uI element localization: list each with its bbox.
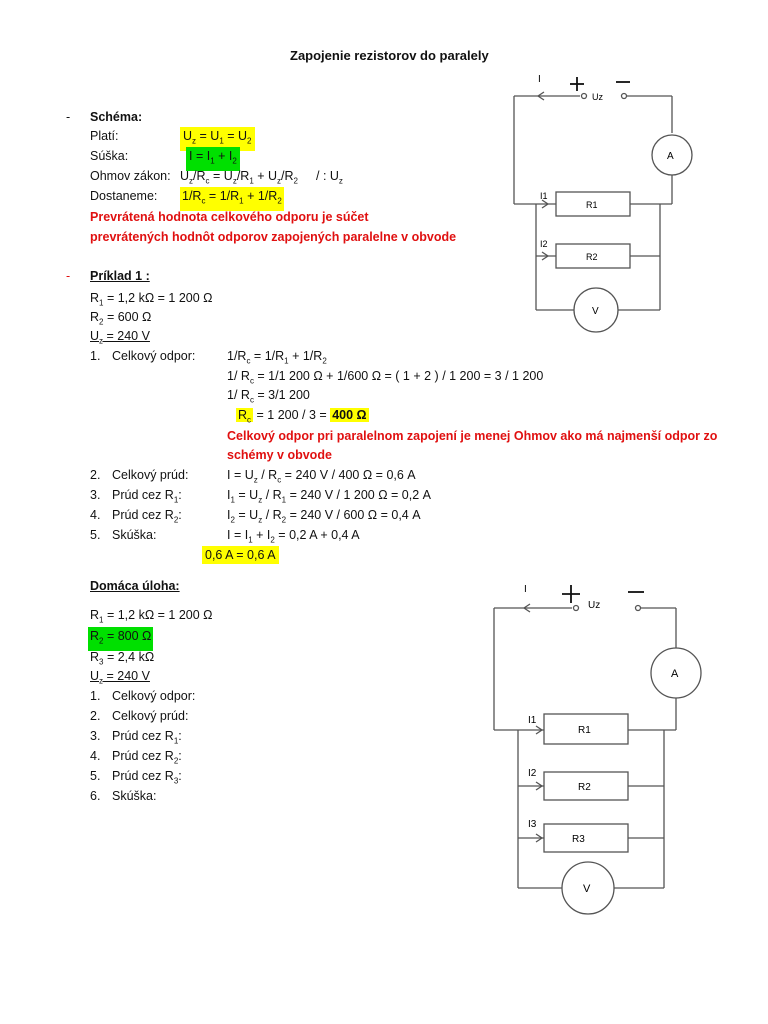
c1-i1: I1 [540,191,548,201]
c1-voltmeter: V [592,306,599,317]
platí-label: Platí: [90,129,119,143]
hw-task3-label: Prúd cez $R_1$: [112,729,182,746]
step2-label: Celkový prúd: [112,468,189,482]
hw-task6-label: Skúška: [112,789,157,803]
c2-i2: I2 [528,768,537,779]
hw-r3: $R_3 = 2,4$ kΩ [90,650,155,667]
step1-note-1: Celkový odpor pri paralelnom zapojení je menej Ohmov ako má najmenší odpor zo [227,429,718,443]
schema-note-1: Prevrátená hodnota celkového odporu je súčet [90,210,369,224]
schema-bullet: - [66,110,71,124]
homework-heading: Domáca úloha: [90,579,180,593]
schema-note-2: prevrátených hodnôt odporov zapojených paralelne v obvode [90,230,457,244]
ohm-suffix: / : $U_z$ [316,169,343,186]
step1-num: 1. [90,349,101,363]
step1-line2: 1/ $R_c = 1/1$ 200 Ω + 1/600 Ω = ( 1 + 2 ) / 1 200 = 3 / 1 200 [227,369,544,386]
step1-line4: $R_c = 1$ 200 / 3 = 400 Ω [238,408,367,425]
hw-task6-num: 6. [90,789,101,803]
hw-task5-num: 5. [90,769,101,783]
c2-i3: I3 [528,819,537,830]
c2-i1: I1 [528,715,537,726]
check-result: 0,6 A = 0,6 A [202,546,279,564]
ohm-label: Ohmov zákon: [90,169,171,183]
step1-result: 400 Ω [332,408,367,422]
circuit-diagram-1 [500,68,710,348]
hw-task1-label: Celkový odpor: [112,689,196,703]
step1-line3: 1/ $R_c = 3/1$ 200 [227,388,310,405]
hw-task3-num: 3. [90,729,101,743]
c1-r1: R1 [586,200,598,210]
suska-label: Súška: [90,149,129,163]
dostaneme-label: Dostaneme: [90,189,158,203]
step3-label: Prúd cez $R_1$: [112,488,182,505]
hw-r1: $R_1 = 1,2$ kΩ = 1 200 Ω [90,608,213,625]
example-uz: $U_z = 240$ V [90,329,150,346]
hw-task4-label: Prúd cez $R_2$: [112,749,182,766]
hw-task2-num: 2. [90,709,101,723]
example-heading: Príklad 1 : [90,269,150,283]
example-r2: $R_2 = 600$ Ω [90,310,152,327]
c1-r2: R2 [586,252,598,262]
step4-label: Prúd cez $R_2$: [112,508,182,525]
c1-source: Uz [592,92,603,102]
page-title: Zapojenie rezistorov do paralely [290,48,489,63]
step1-line1: $1/R_c = 1/R_1 + 1/R_2$ [227,349,327,366]
hw-uz: $U_z = 240$ V [90,669,150,686]
step4-num: 4. [90,508,101,522]
schema-heading: Schéma: [90,110,143,124]
step3-value: $I_1 = U_z / R_1 = 240$ V / 1 200 Ω = 0,2 A [227,488,431,505]
hw-r2: $R_2 = 800$ Ω [88,627,153,651]
hw-task4-num: 4. [90,749,101,763]
c2-source: Uz [588,600,601,611]
suska-value: $I = I_1 + I_2$ [186,147,240,171]
c2-ammeter: A [671,668,679,680]
step5-label: Skúška: [112,528,157,542]
c1-i2: I2 [540,239,548,249]
hw-task5-label: Prúd cez $R_3$: [112,769,182,786]
step2-value: $I = U_z / R_c = 240$ V / 400 Ω = 0,6 A [227,468,416,485]
c2-current: I [524,584,527,595]
step1-note-2: schémy v obvode [227,448,332,462]
step1-label: Celkový odpor: [112,349,196,363]
example-bullet: - [66,269,71,283]
circuit-diagram-2 [488,580,718,920]
step3-num: 3. [90,488,101,502]
platí-value: $U_z = U_1 = U_2$ [180,127,255,151]
c2-r1: R1 [578,725,591,736]
c2-voltmeter: V [583,883,591,895]
c2-r3: R3 [572,834,585,845]
step5-value: $I = I_1 + I_2 = 0,2$ A + 0,4 A [227,528,360,545]
hw-task1-num: 1. [90,689,101,703]
step4-value: $I_2 = U_z / R_2 = 240$ V / 600 Ω = 0,4 A [227,508,421,525]
step2-num: 2. [90,468,101,482]
ohm-value: $U_z/R_c = U_z/R_1 + U_z/R_2$ [180,169,298,186]
dostaneme-value: $1/R_c = 1/R_1 + 1/R_2$ [180,187,284,211]
hw-task2-label: Celkový prúd: [112,709,189,723]
c2-r2: R2 [578,782,591,793]
c1-ammeter: A [667,151,674,162]
c1-current: I [538,74,541,85]
step5-num: 5. [90,528,101,542]
example-r1: $R_1 = 1,2$ kΩ = 1 200 Ω [90,291,213,308]
